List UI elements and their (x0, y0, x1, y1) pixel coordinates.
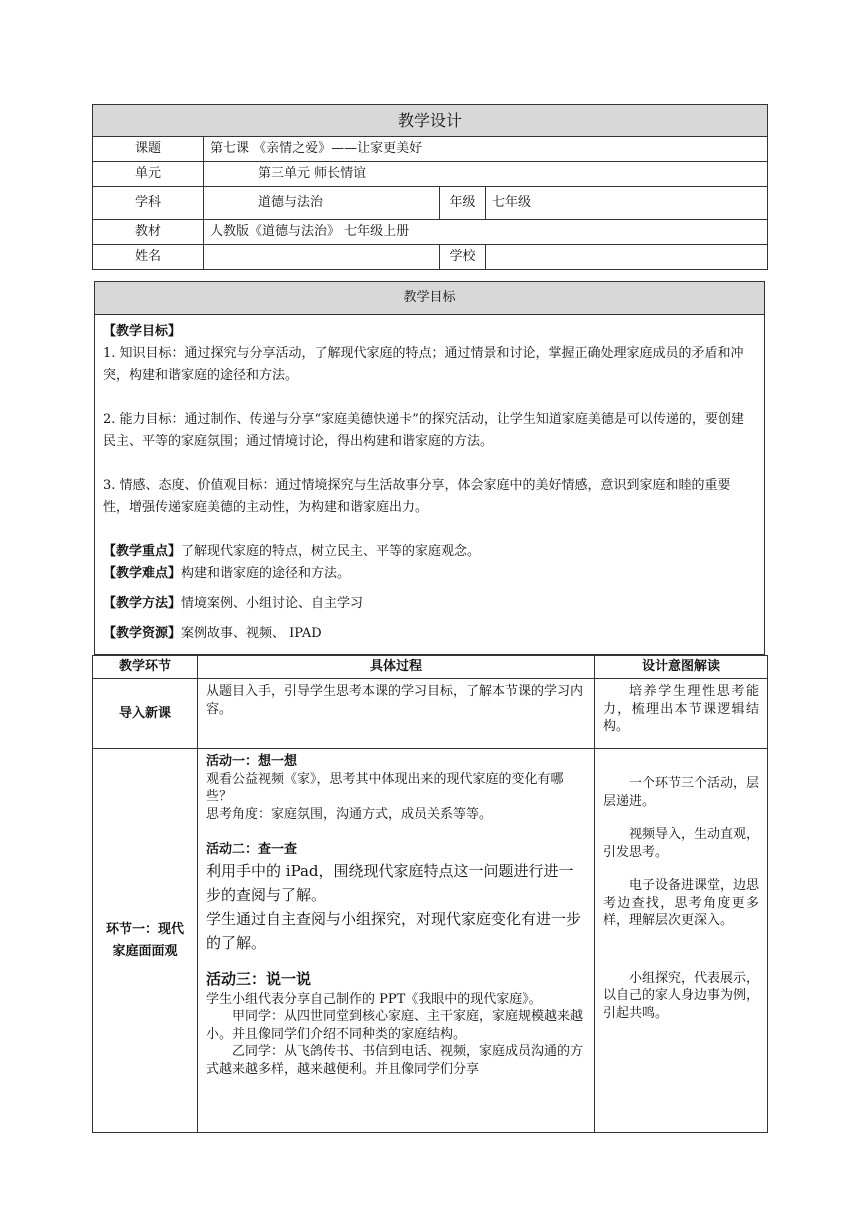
section1-stage-line1: 环节一：现代 (105, 921, 184, 937)
intro-intent (595, 679, 768, 749)
method (103, 593, 756, 615)
difficulty-label: 【教学难点】 (103, 566, 182, 581)
activity2-text1: 利用手中的 iPad，围绕现代家庭特点这一问题进行进一步的查阅与了解。 (206, 861, 574, 904)
difficulty (103, 563, 756, 585)
name-value (204, 245, 440, 270)
activity3-student-a: 甲同学：从四世同堂到核心家庭、主干家庭，家庭规模越来越小。并且像同学们介绍不同种类的家庭结构。 (206, 1009, 584, 1042)
activity3-title: 活动三：说一说 (206, 969, 312, 988)
activity3-text: 学生小组代表分享自己制作的 PPT《我眼中的现代家庭》。 (206, 991, 542, 1007)
activity1-title: 活动一：想一想 (206, 754, 298, 769)
section1-stage (93, 749, 198, 1133)
grade-value: 七年级 (486, 187, 768, 220)
unit-value: 第三单元 师长情谊 (204, 162, 768, 187)
school-label: 学校 (440, 245, 486, 270)
header-process: 具体过程 (198, 656, 595, 679)
activity2-text2: 学生通过自主查阅与小组探究，对现代家庭变化有进一步的了解。 (206, 909, 582, 952)
key-point-text: 了解现代家庭的特点，树立民主、平等的家庭观念。 (181, 544, 481, 559)
activity1-text: 观看公益视频《家》，思考其中体现出来的现代家庭的变化有哪些？ (206, 771, 564, 805)
section1-content (198, 749, 595, 1133)
objective-knowledge: 1. 知识目标：通过探究与分享活动，了解现代家庭的特点；通过情景和讨论，掌握正确处理家庭成员的矛盾和冲突，构建和谐家庭的途径和方法。 (103, 346, 744, 383)
intro-content: 从题目入手，引导学生思考本课的学习目标，了解本节课的学习内容。 (198, 679, 595, 749)
topic-value: 第七课 《亲情之爱》——让家更美好 (204, 137, 768, 162)
method-text: 情境案例、小组讨论、自主学习 (181, 596, 364, 611)
topic-label: 课题 (93, 137, 204, 162)
info-table (92, 104, 768, 270)
subject-value: 道德与法治 (204, 187, 440, 220)
process-table (92, 655, 768, 1133)
section1-intent (595, 749, 768, 1133)
resource-text: 案例故事、视频、 IPAD (181, 626, 322, 641)
intro-intent-text: 培养学生理性思考能力，梳理出本节课逻辑结构。 (603, 684, 759, 735)
header-stage: 教学环节 (93, 656, 198, 679)
objectives-section (94, 281, 765, 655)
grade-label: 年级 (440, 187, 486, 220)
activity2-title: 活动二：查一查 (206, 842, 298, 858)
resource (103, 623, 756, 645)
key-point (103, 541, 756, 563)
name-label: 姓名 (93, 245, 204, 270)
subject-label: 学科 (93, 187, 204, 220)
intent-video: 视频导入，生动直观，引发思考。 (603, 827, 760, 860)
school-value (486, 245, 768, 270)
unit-label: 单元 (93, 162, 204, 187)
textbook-label: 教材 (93, 220, 204, 245)
textbook-value: 人教版《道德与法治》 七年级上册 (204, 220, 768, 245)
method-label: 【教学方法】 (103, 596, 182, 611)
objectives-heading: 【教学目标】 (103, 324, 182, 339)
intent-group: 小组探究，代表展示，以自己的家人身边事为例，引起共鸣。 (603, 970, 760, 1021)
document-title: 教学设计 (93, 105, 768, 137)
intent-devices: 电子设备进课堂，边思考边查找，思考角度更多样，理解层次更深入。 (603, 878, 760, 929)
objectives-header: 教学目标 (95, 282, 764, 315)
resource-label: 【教学资源】 (103, 626, 182, 641)
header-intent: 设计意图解读 (595, 656, 768, 679)
key-point-label: 【教学重点】 (103, 544, 182, 559)
intro-stage: 导入新课 (93, 679, 198, 749)
objective-emotion: 3. 情感、态度、价值观目标：通过情境探究与生活故事分享，体会家庭中的美好情感，意识到家庭和睦的重要性，增强传递家庭美德的主动性，为构建和谐家庭出力。 (103, 478, 731, 515)
difficulty-text: 构建和谐家庭的途径和方法。 (181, 566, 351, 581)
objective-ability: 2. 能力目标：通过制作、传递与分享“家庭美德快递卡”的探究活动，让学生知道家庭美德是可以传递的，要创建民主、平等的家庭氛围；通过情境讨论，得出构建和谐家庭的方法。 (103, 412, 744, 449)
activity1-angle: 思考角度：家庭氛围，沟通方式，成员关系等等。 (206, 806, 493, 822)
activity3-student-b: 乙同学：从飞鸽传书、书信到电话、视频，家庭成员沟通的方式越来越多样，越来越便利。并且像同学们分享 (206, 1044, 584, 1077)
section1-stage-line2: 家庭面面观 (112, 943, 178, 959)
intent-activities: 一个环节三个活动，层层递进。 (603, 776, 760, 809)
